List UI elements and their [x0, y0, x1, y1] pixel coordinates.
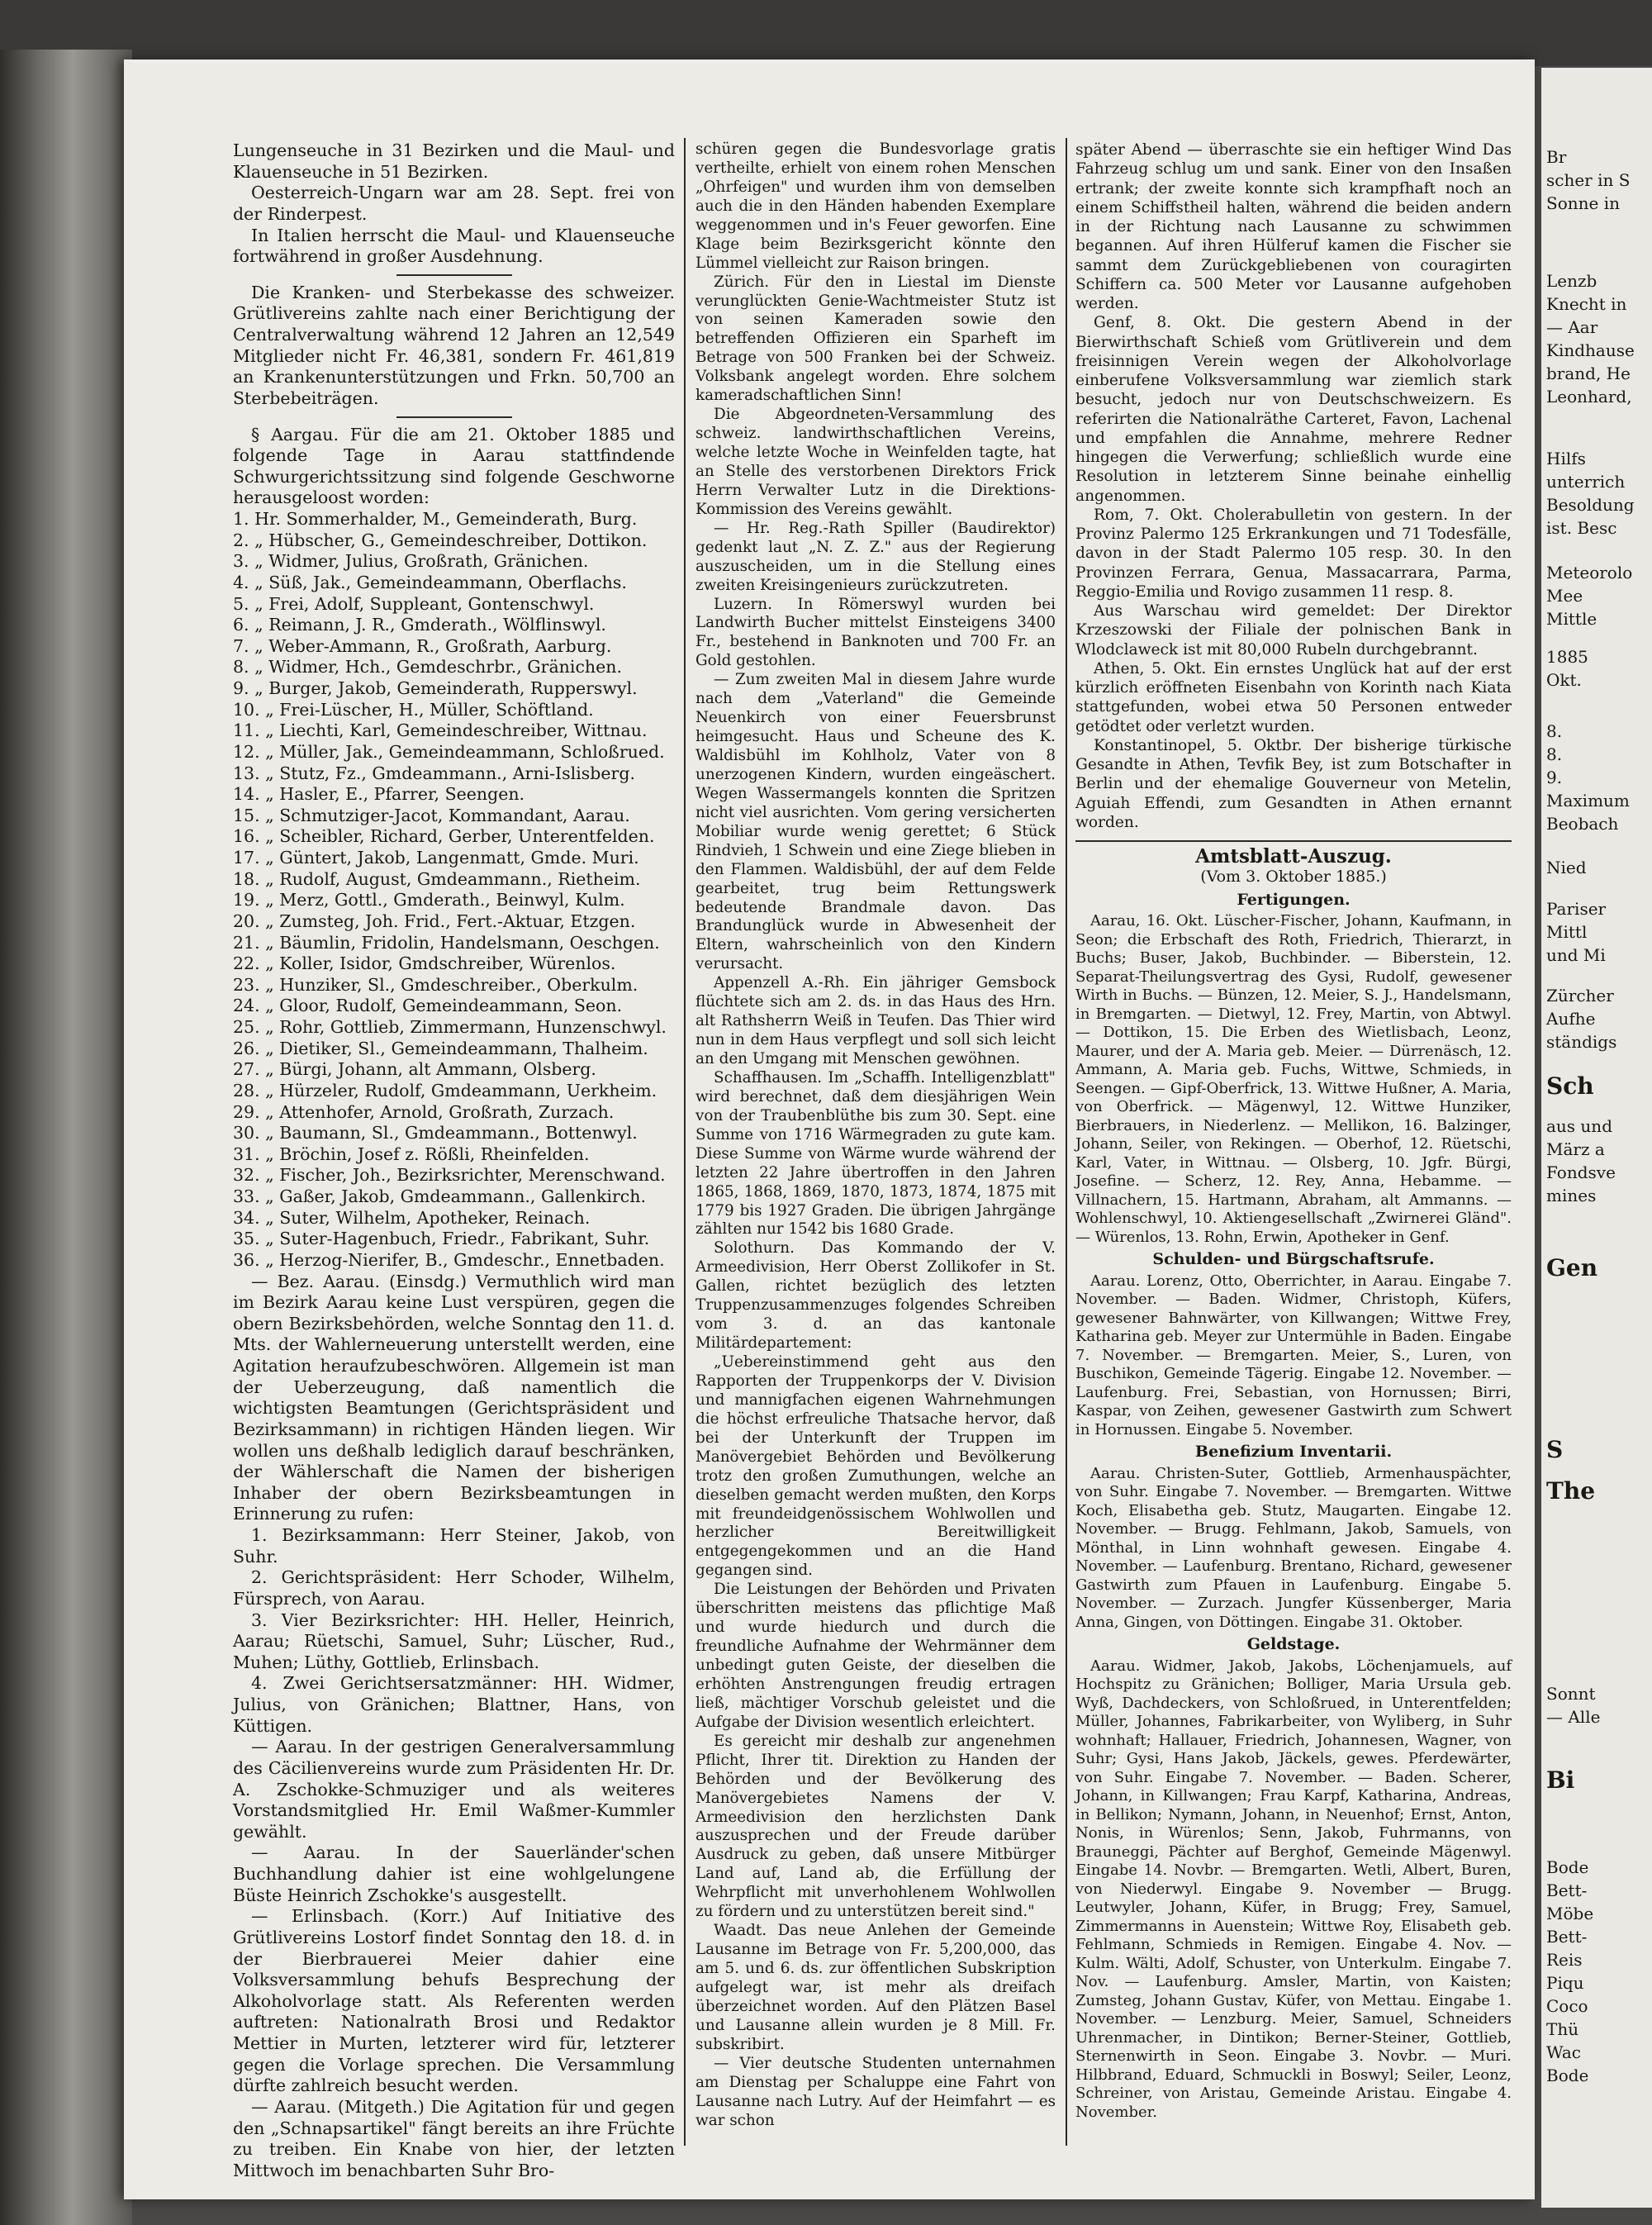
- amtsblatt-date: (Vom 3. Oktober 1885.): [1200, 868, 1387, 887]
- adjacent-page-fragment: Pariser: [1546, 899, 1607, 919]
- adjacent-page-fragment: unterrich: [1546, 472, 1626, 492]
- juror-item: 15. „ Schmutziger-Jacot, Kommandant, Aarau.: [233, 805, 630, 825]
- adjacent-page-fragment: Beobach: [1546, 814, 1619, 834]
- juror-item: 28. „ Hürzeler, Rudolf, Gmdeammann, Uerkheim.: [233, 1080, 657, 1101]
- adjacent-page-fragment: Maximum: [1546, 791, 1630, 811]
- section-divider: [1075, 840, 1512, 842]
- juror-item: 23. „ Hunziker, Sl., Gmdeschreiber., Oberkulm.: [233, 974, 638, 995]
- juror-item: 17. „ Güntert, Jakob, Langenmatt, Gmde. Muri.: [233, 848, 639, 868]
- juror-item: 3. „ Widmer, Julius, Großrath, Gränichen.: [233, 551, 589, 572]
- adjacent-page-fragment: Zürcher: [1546, 986, 1614, 1006]
- geldstage-heading: Geldstage.: [1246, 1635, 1341, 1653]
- juror-item: 19. „ Merz, Gottl., Gmderath., Beinwyl, Kulm.: [233, 890, 625, 910]
- adjacent-page-fragment: mines: [1546, 1186, 1597, 1205]
- adjacent-page-fragment: Fondsve: [1546, 1162, 1616, 1182]
- adjacent-page-fragment: Bode: [1546, 1857, 1589, 1877]
- c2-p1: schüren gegen die Bundesvorlage gratis vertheilte, erhielt von einem rohen Menschen „Ohrfeigen" und wurden ihm von demselben auch die in den Händen habenden Exemplare weggenommen und in's Feuer geworfen. Eine Klage beim Bezirksgericht könnte den Lümmel vielleicht zur Raison bringen.: [695, 140, 1056, 272]
- juror-item: 11. „ Liechti, Karl, Gemeindeschreiber, Wittnau.: [233, 720, 648, 741]
- adjacent-page-fragment: Knecht in: [1546, 294, 1627, 314]
- c1-p2: Oesterreich-Ungarn war am 28. Sept. frei von der Rinderpest.: [233, 183, 675, 224]
- c1-p12: — Aarau. In der Sauerländer'schen Buchhandlung dahier ist eine wohlgelungene Büste Heinrich Zschokke's ausgestellt.: [233, 1842, 675, 1905]
- c1-p10: 4. Zwei Gerichtsersatzmänner: HH. Widmer, Julius, von Gränichen; Blattner, Hans, von Küttigen.: [233, 1673, 675, 1736]
- adjacent-page-fragment: Bode: [1546, 2066, 1589, 2085]
- adjacent-page-fragment: S: [1546, 1436, 1564, 1463]
- juror-item: 21. „ Bäumlin, Fridolin, Handelsmann, Oeschgen.: [233, 932, 660, 953]
- book-spine: [0, 50, 132, 2225]
- adjacent-page-fragment: Sonnt: [1546, 1684, 1596, 1704]
- adjacent-page-fragment: brand, He: [1546, 364, 1631, 383]
- juror-item: 30. „ Baumann, Sl., Gmdeammann., Bottenwyl.: [233, 1123, 638, 1143]
- adjacent-page-fragment: 1885: [1546, 647, 1588, 667]
- adjacent-page-fragment: Mittle: [1546, 609, 1597, 629]
- juror-item: 2. „ Hübscher, G., Gemeindeschreiber, Dottikon.: [233, 530, 648, 550]
- schulden-heading: Schulden- und Bürgschaftsrufe.: [1152, 1250, 1435, 1268]
- adjacent-page-fragment: Gen: [1546, 1254, 1598, 1281]
- adjacent-page-fragment: März a: [1546, 1139, 1605, 1159]
- juror-item: 26. „ Dietiker, Sl., Gemeindeammann, Thalheim.: [233, 1038, 648, 1058]
- c3-p6: Konstantinopel, 5. Oktbr. Der bisherige türkische Gesandte in Athen, Tevfik Bey, ist zum Botschafter in Berlin und der ehemalige Gouverneur von Metelin, Aguiah Effendi, zum Gesandten in Athen ernannt worden.: [1075, 736, 1512, 831]
- adjacent-page-fragment: Aufhe: [1546, 1009, 1596, 1029]
- juror-item: 14. „ Hasler, E., Pfarrer, Seengen.: [233, 784, 525, 805]
- adjacent-page-fragment: — Aar: [1546, 317, 1598, 337]
- benefizium-text: Aarau. Christen-Suter, Gottlieb, Armenhauspächter, von Suhr. Eingabe 7. November. — Bremgarten. Wittwe Koch, Elisabetha geb. Stutz, Maugarten. Eingabe 12. November. — Brugg. Fehlmann, Jakob, Samuels, von Mönthal, in Linn wohnhaft gewesen. Eingabe 4. November. — Laufenburg. Brentano, Richard, gewesener Gastwirth zum Pfauen in Laufenburg. Eingabe 5. November. — Zurzach. Jungfer Küssenberger, Maria Anna, Gingen, von Döttingen. Eingabe 31. Oktober.: [1075, 1464, 1512, 1631]
- juror-item: 12. „ Müller, Jak., Gemeindeammann, Schloßrued.: [233, 741, 665, 762]
- scan-top-shadow: [0, 0, 1652, 66]
- adjacent-page-fragment: Bett-: [1546, 1927, 1588, 1947]
- juror-item: 36. „ Herzog-Nierifer, B., Gmdeschr., Ennetbaden.: [233, 1249, 665, 1270]
- juror-item: 29. „ Attenhofer, Arnold, Großrath, Zurzach.: [233, 1101, 615, 1122]
- adjacent-page-fragment: — Alle: [1546, 1707, 1601, 1727]
- juror-item: 24. „ Gloor, Rudolf, Gemeindeammann, Seon.: [233, 996, 623, 1016]
- adjacent-page-fragment: Thü: [1546, 2019, 1579, 2039]
- c2-p14: — Vier deutsche Studenten unternahmen am Dienstag per Schaluppe eine Fahrt von Lausanne nach Lutry. Auf der Heimfahrt — es war schon: [695, 2054, 1056, 2129]
- juror-item: 9. „ Burger, Jakob, Gemeinderath, Rupperswyl.: [233, 678, 638, 698]
- juror-item: 16. „ Scheibler, Richard, Gerber, Unterentfelden.: [233, 826, 655, 847]
- juror-item: 1. Hr. Sommerhalder, M., Gemeinderath, Burg.: [233, 509, 638, 529]
- c2-p4: — Hr. Reg.-Rath Spiller (Baudirektor) gedenkt laut „N. Z. Z." aus der Regierung auszuscheiden, um in die Stellung eines zweiten Kreisingenieurs zurückzutreten.: [695, 519, 1056, 594]
- c3-p5: Athen, 5. Okt. Ein ernstes Unglück hat auf der erst kürzlich eröffneten Eisenbahn von Korinth nach Kiata stattgefunden, wobei etwa 50 Personen entweder getödtet oder verletzt wurden.: [1075, 659, 1512, 735]
- newspaper-page: [124, 59, 1535, 2199]
- juror-item: 7. „ Weber-Ammann, R., Großrath, Aarburg.: [233, 635, 612, 656]
- adjacent-page-edge: [1541, 68, 1652, 2208]
- juror-item: 10. „ Frei-Lüscher, H., Müller, Schöftland.: [233, 699, 594, 720]
- c2-p2: Zürich. Für den in Liestal im Dienste verunglückten Genie-Wachtmeister Stutz ist von seinen Kameraden sowie den betreffenden Offizieren ein Sparheft im Betrage von 500 Franken bei der Schweiz. Volksbank angelegt worden. Ehre solchem kameradschaftlichen Sinn!: [695, 273, 1056, 405]
- juror-item: 18. „ Rudolf, August, Gmdeammann., Rietheim.: [233, 868, 641, 889]
- juror-list: [233, 509, 675, 1272]
- fertigungen-text: Aarau, 16. Okt. Lüscher-Fischer, Johann, Kaufmann, in Seon; die Erbschaft des Roth, Friedrich, Thierarzt, in Buchs; Buser, Jakob, Buchbinder. — Biberstein, 12. Separat-Theilungsvertrag des Gysi, Rudolf, gewesener Wirth in Buchs. — Bünzen, 12. Meier, S. J., Handelsmann, in Bremgarten. — Dietwyl, 12. Frey, Martin, von Abtwyl. — Dottikon, 15. Die Erben des Wietlisbach, Leonz, Maurer, und der A. Maria geb. Meier. — Dürrenäsch, 12. Ammann, A. Maria geb. Fuchs, Wittwe, Schmieds, in Seengen. — Gipf-Oberfrick, 13. Wittwe Hußner, A. Maria, von Oberfrick. — Mägenwyl, 12. Wittwe Hunziker, Bierbrauers, in Niederlenz. — Mellikon, 16. Balzinger, Johann, Seiler, von Rekingen. — Oberhof, 12. Rüetschi, Karl, Vater, in Wittnau. — Olsberg, 10. Jgfr. Bürgi, Josefine. — Scherz, 12. Rey, Anna, Hebamme. — Villnachern, 15. Hartmann, Abraham, alt Ammanns. — Wohlenschwyl, 10. Aktiengesellschaft „Zwirnerei Gländ". — Würenlos, 13. Rohn, Erwin, Apotheker in Genf.: [1075, 912, 1512, 1246]
- juror-item: 8. „ Widmer, Hch., Gemdeschrbr., Gränichen.: [233, 657, 622, 677]
- juror-item: 34. „ Suter, Wilhelm, Apotheker, Reinach.: [233, 1207, 591, 1228]
- adjacent-page-fragment: Meteorolo: [1546, 563, 1633, 582]
- c2-p10: „Uebereinstimmend geht aus den Rapporten der Truppenkorps der V. Division und mannigfachen eigenen Wahrnehmungen die höchst erfreuliche Thatsache hervor, daß bei der Unterkunft der Truppen im Manövergebiet Behörden und Bevölkerung trotz den großen Zumuthungen, welche an dieselben gemacht werden mußten, den Korps mit freundeidgenössischem Wohlwollen und herzlicher Bereitwilligkeit entgegengekommen und an die Hand gegangen sind.: [695, 1353, 1056, 1580]
- juror-item: 22. „ Koller, Isidor, Gmdschreiber, Würenlos.: [233, 953, 616, 974]
- c1-p6: — Bez. Aarau. (Einsdg.) Vermuthlich wird man im Bezirk Aarau keine Lust verspüren, gegen die obern Bezirksbehörden, welche Sonntag den 11. d. Mts. der Wahlerneuerung unterstellt werden, eine Agitation heraufzubeschwören. Allgemein ist man der Ueberzeugung, daß namentlich die wichtigsten Beamtungen (Gerichtspräsident und Bezirksammann) in richtigen Händen liegen. Wir wollen uns deßhalb lediglich darauf beschränken, der Wählerschaft die Namen der bisherigen Inhaber der obern Bezirksbeamtungen in Erinnerung zu rufen:: [233, 1271, 675, 1524]
- adjacent-page-fragment: 8.: [1546, 744, 1563, 764]
- juror-item: 13. „ Stutz, Fz., Gmdeammann., Arni-Islisberg.: [233, 763, 635, 783]
- adjacent-page-fragment: Wac: [1546, 2042, 1581, 2062]
- adjacent-page-fragment: und Mi: [1546, 945, 1606, 965]
- juror-item: 33. „ Gaßer, Jakob, Gmdeammann., Gallenkirch.: [233, 1186, 646, 1206]
- adjacent-page-fragment: Leonhard,: [1546, 387, 1632, 406]
- juror-item: 5. „ Frei, Adolf, Suppleant, Gontenschwyl.: [233, 593, 595, 614]
- column-1: [233, 140, 675, 2181]
- adjacent-page-fragment: Piqu: [1546, 1973, 1584, 1993]
- amtsblatt-title: Amtsblatt-Auszug.: [1195, 845, 1392, 868]
- adjacent-page-fragment: ist. Besc: [1546, 518, 1617, 538]
- adjacent-page-fragment: Coco: [1546, 1996, 1588, 2016]
- c2-p6: — Zum zweiten Mal in diesem Jahre wurde nach dem „Vaterland" die Gemeinde Neuenkirch von einer Feuersbrunst heimgesucht. Haus und Scheune des K. Waldisbühl im Kohlholz, Vater von 8 unerzogenen Kindern, wurden eingeäschert. Wegen Wassermangels konnten die Spritzen nicht viel ausrichten. Vom gering versicherten Mobiliar wurde wenig gerettet; 6 Stück Rindvieh, 1 Schwein und eine Ziege blieben in den Flammen. Waldisbühl, der auf dem Felde gearbeitet, trug beim Rettungswerk bedeutende Brandmale davon. Das Brandunglück wurde in Abwesenheit der Eltern, wahrscheinlich von den Kindern verursacht.: [695, 671, 1056, 973]
- c2-p11: Die Leistungen der Behörden und Privaten überschritten meistens das pflichtige Maß und wurde hiedurch und durch die freundliche Aufnahme der Wehrmänner dem unbedingt guten Geiste, der dieselben die erhöhten Anstrengungen freudig ertragen ließ, mächtiger Vorschub geleistet und die Aufgabe der Division wesentlich erleichtert.: [695, 1581, 1056, 1731]
- c1-p5: § Aargau. Für die am 21. Oktober 1885 und folgende Tage in Aarau stattfindende Schwurgerichtssitzung sind folgende Geschworne herausgeloost worden:: [233, 424, 675, 508]
- c3-p1: später Abend — überraschte sie ein heftiger Wind Das Fahrzeug schlug um und sank. Einer von den Insaßen ertrank; der zweite konnte sich krampfhaft noch an einem Schiffstheil halten, während die beiden andern in der Richtung nach Lausanne zu schwimmen begannen. Auf ihren Hülferuf kamen die Fischer sie sammt dem Zurückgebliebenen von couragirten Schiffern ca. 500 Meter vor Lausanne aufgehoben werden.: [1075, 141, 1512, 312]
- adjacent-page-fragment: Mee: [1546, 586, 1583, 606]
- c2-p13: Waadt. Das neue Anlehen der Gemeinde Lausanne im Betrage von Fr. 5,200,000, das am 5. und 6. ds. zur öffentlichen Subskription aufgelegt war, ist mehr als dreifach überzeichnet worden. Auf den Plätzen Basel und Lausanne allein wurden je 8 Mill. Fr. subskribirt.: [695, 1922, 1056, 2053]
- adjacent-page-fragment: aus und: [1546, 1116, 1612, 1136]
- c1-p13: — Erlinsbach. (Korr.) Auf Initiative des Grütlivereins Lostorf findet Sonntag den 18. d. in der Bierbrauerei Meier dahier eine Volksversammlung behufs Besprechung der Alkoholvorlage statt. Als Referenten werden auftreten: Nationalrath Brosi und Redaktor Mettier in Murten, letzterer wird für, letzterer gegen die Vorlage sprechen. Die Versammlung dürfte zahlreich besucht werden.: [233, 1906, 675, 2096]
- adjacent-page-fragment: Hilfs: [1546, 449, 1586, 468]
- adjacent-page-fragment: Bett-: [1546, 1880, 1588, 1900]
- juror-item: 20. „ Zumsteg, Joh. Frid., Fert.-Aktuar, Etzgen.: [233, 910, 636, 931]
- adjacent-page-fragment: 9.: [1546, 768, 1563, 787]
- adjacent-page-fragment: ständigs: [1546, 1032, 1617, 1052]
- juror-item: 32. „ Fischer, Joh., Bezirksrichter, Merenschwand.: [233, 1165, 666, 1186]
- column-rule: [684, 138, 686, 2146]
- adjacent-page-fragment: Nied: [1546, 858, 1587, 877]
- benefizium-heading: Benefizium Inventarii.: [1194, 1443, 1393, 1461]
- juror-item: 6. „ Reimann, J. R., Gmderath., Wölflinswyl.: [233, 615, 606, 635]
- c3-p4: Aus Warschau wird gemeldet: Der Direktor Krzeszowski der Filiale der polnischen Bank in Wlodclaweck ist mit 80,000 Rubeln durchgebrannt.: [1075, 602, 1512, 658]
- adjacent-page-fragment: Sonne in: [1546, 193, 1620, 213]
- juror-item: 4. „ Süß, Jak., Gemeindeammann, Oberflachs.: [233, 572, 627, 592]
- adjacent-page-fragment: Sch: [1546, 1072, 1594, 1100]
- adjacent-page-fragment: Besoldung: [1546, 495, 1635, 515]
- column-3: [1075, 140, 1512, 2122]
- c3-p3: Rom, 7. Okt. Cholerabulletin von gestern. In der Provinz Palermo 125 Erkrankungen und 71 Todesfälle, davon in der Stadt Palermo 105 resp. 30. In den Provinzen Ferrara, Genua, Massacarrara, Parma, Reggio-Emilia und Rovigo zusammen 11 resp. 8.: [1075, 506, 1512, 601]
- c3-p2: Genf, 8. Okt. Die gestern Abend in der Bierwirthschaft Schieß vom Grütliverein und dem freisinnigen Verein wegen der Alkoholvorlage einberufene Volksversammlung war ziemlich stark besucht, jedoch nur von Deutschschweizern. Es referirten die Nationalräthe Carteret, Favon, Lachenal und empfahlen die Annahme, mehrere Redner hingegen die Verwerfung; schließlich wurde eine Resolution in letzterem Sinne beinahe einhellig angenommen.: [1075, 314, 1512, 505]
- juror-item: 31. „ Bröchin, Josef z. Rößli, Rheinfelden.: [233, 1143, 590, 1164]
- schulden-text: Aarau. Lorenz, Otto, Oberrichter, in Aarau. Eingabe 7. November. — Baden. Widmer, Christoph, Küfers, gewesener Bahnwärter, von Killwangen; Wittwe Frey, Katharina geb. Meyer zur Untermühle in Baden. Eingabe 7. November. — Bremgarten. Meier, S., Luren, von Buschikon, Gemeinde Tägerig. Eingabe 12. November. — Laufenburg. Frei, Sebastian, von Hornussen; Birri, Kaspar, von Zeihen, gewesener Gastwirth zum Schwert in Hornussen. Eingabe 5. November.: [1075, 1272, 1512, 1438]
- adjacent-page-fragment: Lenzb: [1546, 271, 1597, 291]
- geldstage-text: Aarau. Widmer, Jakob, Jakobs, Löchenjamuels, auf Hochspitz zu Gränichen; Bolliger, Maria Ursula geb. Wyß, Dachdeckers, von Schloßrued, in Unterentfelden; Müller, Johannes, Fabrikarbeiter, von Wyliberg, in Suhr wohnhaft; Hallauer, Friedrich, Johannesen, Wagner, von Suhr; Gysi, Hans Jakob, Jäckels, gewes. Pferdewärter, von Suhr. Eingabe 7. November. — Baden. Scherer, Johann, in Killwangen; Frau Karpf, Katharina, Andreas, in Bellikon; Nymann, Johann, in Neuenhof; Ernst, Anton, Nonis, in Würenlos; Senn, Jakob, Fuhrmanns, von Brauneggi, Pächter auf Berghof, Gemeinde Mägenwyl. Eingabe 14. Novbr. — Bremgarten. Wetli, Albert, Buren, von Niederwyl. Eingabe 9. November — Brugg. Leutwyler, Johann, Küfer, in Brugg; Frey, Samuel, Zimmermanns in Auenstein; Wittwe Roy, Elisabeth geb. Fehlmann, Schmieds in Remigen. Eingabe 4. Nov. — Kulm. Wälti, Adolf, Schuster, von Unterkulm. Eingabe 7. Nov. — Laufenburg. Amsler, Martin, von Kaisten; Zumsteg, Johann Gustav, Küfer, von Mettau. Eingabe 1. November. — Lenzburg. Meier, Samuel, Schneiders Uhrenmacher, in Dintikon; Berner-Steiner, Gottlieb, Sternenwirth in Seon. Eingabe 3. Novbr. — Muri. Hilbbrand, Eduard, Schmuckli in Boswyl; Seiler, Leonz, Schreiner, von Aristau, Gemeinde Aristau. Eingabe 4. November.: [1075, 1657, 1512, 2121]
- c1-p7: 1. Bezirksammann: Herr Steiner, Jakob, von Suhr.: [233, 1525, 675, 1567]
- adjacent-page-fragment: Möbe: [1546, 1904, 1594, 1923]
- adjacent-page-fragment: Bi: [1546, 1766, 1575, 1794]
- column-rule: [1066, 138, 1067, 2146]
- adjacent-page-fragment: 8.: [1546, 721, 1563, 741]
- amtsblatt-body: [1075, 891, 1512, 2123]
- c1-p8: 2. Gerichtspräsident: Herr Schoder, Wilhelm, Fürsprech, von Aarau.: [233, 1567, 675, 1609]
- separator: [396, 274, 512, 276]
- c2-p7: Appenzell A.-Rh. Ein jähriger Gemsbock flüchtete sich am 2. ds. in das Haus des Hrn. alt Rathsherrn Weiß in Teufen. Das Thier wird nun in dem Haus verpflegt und soll sich leicht an den Umgang mit Menschen gewöhnen.: [695, 974, 1056, 1067]
- juror-item: 27. „ Bürgi, Johann, alt Ammann, Olsberg.: [233, 1059, 596, 1080]
- c1-p11: — Aarau. In der gestrigen Generalversammlung des Cäcilienvereins wurde zum Präsidenten Hr. Dr. A. Zschokke-Schmuziger und als weiteres Vorstandsmitglied Hr. Emil Waßmer-Kummler gewählt.: [233, 1737, 675, 1842]
- adjacent-page-fragment: The: [1546, 1477, 1596, 1505]
- separator: [396, 416, 512, 418]
- column-2: [695, 140, 1056, 2130]
- c2-p8: Schaffhausen. Im „Schaffh. Intelligenzblatt" wird berechnet, daß dem diesjährigen Wein von der Traubenblüthe bis zum 30. Sept. eine Summe von 1716 Wärmegraden zu gute kam. Diese Summe von Wärme wurde während der letzten 22 Jahre übertroffen in den Jahren 1865, 1868, 1869, 1870, 1873, 1874, 1875 mit 1779 bis 1927 Graden. Die übrigen Jahrgänge zählten nur 1542 bis 1680 Grade.: [695, 1068, 1056, 1238]
- c2-p5: Luzern. In Römerswyl wurden bei Landwirth Bucher mittelst Einsteigens 3400 Fr., bestehend in Banknoten und 700 Fr. an Gold gestohlen.: [695, 595, 1056, 670]
- c1-p9: 3. Vier Bezirksrichter: HH. Heller, Heinrich, Aarau; Rüetschi, Samuel, Suhr; Lüscher, Rud., Muhen; Lüthy, Gottlieb, Erlinsbach.: [233, 1609, 675, 1672]
- adjacent-page-fragment: Br: [1546, 147, 1567, 167]
- c1-p3: In Italien herrscht die Maul- und Klauenseuche fortwährend in großer Ausdehnung.: [233, 225, 675, 267]
- adjacent-page-fragment: Kindhause: [1546, 340, 1635, 360]
- adjacent-page-fragment: Reis: [1546, 1950, 1583, 1970]
- c2-p9: Solothurn. Das Kommando der V. Armeedivision, Herr Oberst Zollikofer in St. Gallen, richtet bezüglich des letzten Truppenzusammenzuges folgendes Schreiben vom 3. d. an das kantonale Militärdepartement:: [695, 1239, 1056, 1353]
- adjacent-page-fragment: Mittl: [1546, 922, 1588, 942]
- adjacent-page-fragment: Okt.: [1546, 670, 1582, 690]
- c1-p1: Lungenseuche in 31 Bezirken und die Maul- und Klauenseuche in 51 Bezirken.: [233, 140, 675, 182]
- c2-p3: Die Abgeordneten-Versammlung des schweiz. landwirthschaftlichen Vereins, welche letzte Woche in Weinfelden tagte, hat an Stelle des verstorbenen Direktors Frick Herrn Verwalter Lutz in die Direktions-Kommission des Vereins gewählt.: [695, 406, 1056, 518]
- c2-p12: Es gereicht mir deshalb zur angenehmen Pflicht, Ihrer tit. Direktion zu Handen der Behörden und der Bevölkerung des Manövergebietes Namens der V. Armeedivision den herzlichsten Dank auszusprechen und der Freude darüber Ausdruck zu geben, daß unsere Mitbürger Land auf, Land ab, die Erfüllung der Wehrpflicht mit unverhohlenem Wohlwollen zu fördern und zu unterstützen bereit sind.": [695, 1732, 1056, 1921]
- c1-p14: — Aarau. (Mitgeth.) Die Agitation für und gegen den „Schnapsartikel" fängt bereits an ihre Früchte zu treiben. Ein Knabe von hier, der letzten Mittwoch im benachbarten Suhr Bro-: [233, 2096, 675, 2180]
- adjacent-page-fragment: scher in S: [1546, 170, 1631, 190]
- juror-item: 35. „ Suter-Hagenbuch, Friedr., Fabrikant, Suhr.: [233, 1229, 650, 1249]
- juror-item: 25. „ Rohr, Gottlieb, Zimmermann, Hunzenschwyl.: [233, 1017, 667, 1037]
- c1-p4: Die Kranken- und Sterbekasse des schweizer. Grütlivereins zahlte nach einer Berichtigung der Centralverwaltung während 12 Jahren an 12,549 Mitglieder nicht Fr. 46,381, sondern Fr. 461,819 an Krankenunterstützungen und Frkn. 50,700 an Sterbebeiträgen.: [233, 282, 675, 408]
- fertigungen-heading: Fertigungen.: [1237, 890, 1351, 909]
